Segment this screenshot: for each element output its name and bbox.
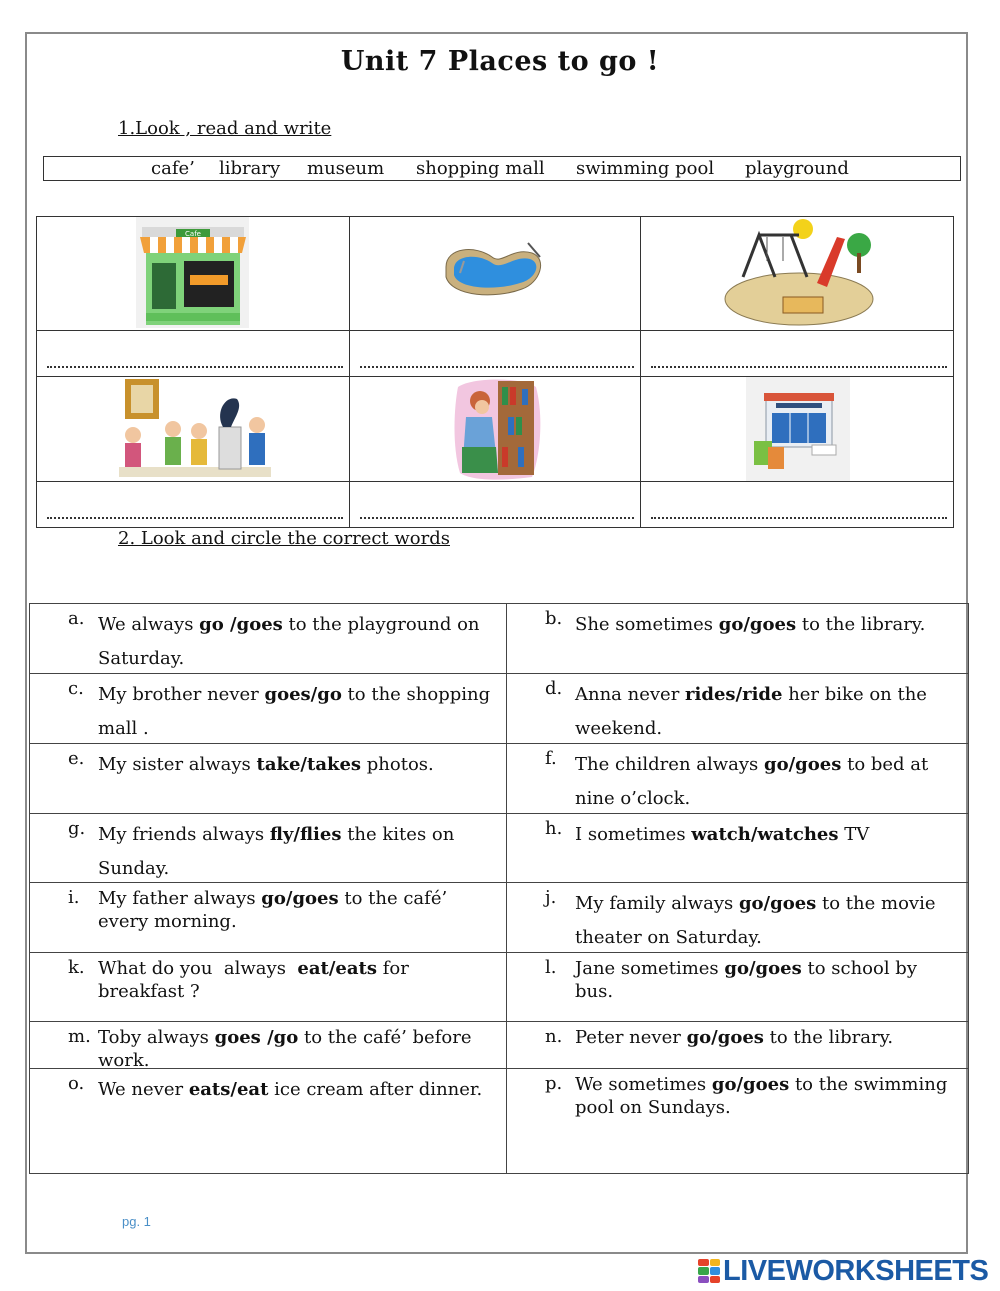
exercise-item bbox=[507, 953, 968, 1022]
answer-cell[interactable] bbox=[640, 481, 954, 528]
exercise-label: o. bbox=[68, 1073, 85, 1094]
exercise-label: b. bbox=[545, 608, 563, 629]
exercise-label: h. bbox=[545, 818, 563, 839]
sentence-start: Toby always bbox=[98, 1027, 215, 1048]
word-choice[interactable]: go/goes bbox=[718, 614, 797, 635]
word-choice[interactable]: fly/flies bbox=[269, 824, 342, 845]
word-choice[interactable]: goes/go bbox=[264, 684, 342, 705]
sentence-end: the kites on Sunday. bbox=[98, 824, 455, 879]
exercise-label: n. bbox=[545, 1026, 563, 1047]
sentence-start: My sister always bbox=[98, 754, 257, 775]
page-number: pg. 1 bbox=[122, 1214, 151, 1229]
exercise-label: j. bbox=[545, 887, 557, 908]
museum-icon bbox=[119, 377, 271, 479]
word-bank-item: playground bbox=[745, 158, 849, 179]
sentence-start: My father always bbox=[98, 888, 262, 909]
exercise-sentence bbox=[575, 1073, 960, 1119]
exercise-label: g. bbox=[68, 818, 86, 839]
sentence-end: to the shopping mall . bbox=[98, 684, 491, 739]
word-bank-item: library bbox=[219, 158, 281, 179]
answer-cell[interactable] bbox=[640, 330, 954, 377]
word-choice[interactable]: watch/watches bbox=[691, 824, 839, 845]
exercise-sentence bbox=[575, 887, 960, 955]
exercise-sentence bbox=[98, 1073, 498, 1107]
exercise-label: a. bbox=[68, 608, 85, 629]
exercise-label: l. bbox=[545, 957, 557, 978]
picture-cell bbox=[36, 376, 350, 482]
exercise-item bbox=[30, 1069, 507, 1173]
brand-name: LIVEWORKSHEETS bbox=[723, 1254, 989, 1287]
exercise-item bbox=[30, 814, 507, 883]
exercise-item bbox=[30, 1022, 507, 1069]
word-bank-item: cafe’ bbox=[151, 158, 195, 179]
word-bank bbox=[43, 156, 961, 181]
sentence-end: to the playground on Saturday. bbox=[98, 614, 480, 669]
sentence-end: photos. bbox=[361, 754, 434, 775]
sentence-start: Jane sometimes bbox=[575, 958, 725, 979]
exercise-item bbox=[30, 604, 507, 674]
sentence-end: ice cream after dinner. bbox=[268, 1079, 483, 1100]
library-icon bbox=[452, 377, 542, 481]
page-title: Unit 7 Places to go ! bbox=[340, 46, 660, 77]
word-choice[interactable]: go/goes bbox=[764, 754, 842, 775]
exercise-item bbox=[507, 674, 968, 744]
exercise-label: e. bbox=[68, 748, 85, 769]
picture-grid bbox=[36, 216, 954, 528]
exercise-sentence bbox=[98, 1026, 498, 1072]
sentence-end: to the library. bbox=[796, 614, 926, 635]
exercise-item bbox=[507, 814, 968, 883]
exercise-item bbox=[30, 744, 507, 814]
exercise-sentence bbox=[98, 887, 498, 933]
sentence-end: to the café’ before work. bbox=[98, 1027, 472, 1071]
word-bank-item: museum bbox=[307, 158, 385, 179]
word-choice[interactable]: go/goes bbox=[686, 1027, 764, 1048]
exercise-item bbox=[30, 953, 507, 1022]
liveworksheets-logo-icon bbox=[698, 1259, 720, 1283]
sentence-start: She sometimes bbox=[575, 614, 719, 635]
exercise-sentence bbox=[575, 608, 960, 642]
sentence-start: What do you always bbox=[98, 958, 298, 979]
picture-cell bbox=[349, 216, 641, 331]
answer-cell[interactable] bbox=[349, 481, 641, 528]
exercise-sentence bbox=[575, 957, 960, 1003]
sentence-start: The children always bbox=[575, 754, 765, 775]
sentence-start: My friends always bbox=[98, 824, 270, 845]
exercise-sentence bbox=[575, 1026, 960, 1049]
picture-cell bbox=[640, 216, 954, 331]
word-choice[interactable]: eat/eats bbox=[297, 958, 377, 979]
exercise-item bbox=[507, 604, 968, 674]
sentence-start: I sometimes bbox=[575, 824, 692, 845]
picture-cell bbox=[36, 216, 350, 331]
answer-cell[interactable] bbox=[349, 330, 641, 377]
sentence-end: her bike on the weekend. bbox=[575, 684, 927, 739]
answer-cell[interactable] bbox=[36, 330, 350, 377]
exercise-item bbox=[507, 1069, 968, 1173]
sentence-end: to the café’ every morning. bbox=[98, 888, 448, 932]
exercise-sentence bbox=[98, 678, 498, 746]
sentence-start: We never bbox=[98, 1079, 189, 1100]
word-choice[interactable]: eats/eat bbox=[188, 1079, 269, 1100]
sentence-start: My brother never bbox=[98, 684, 265, 705]
word-choice[interactable]: go /goes bbox=[199, 614, 283, 635]
cafe-icon bbox=[136, 217, 249, 328]
exercise-sentence bbox=[98, 818, 498, 886]
exercise-item bbox=[30, 674, 507, 744]
word-choice[interactable]: goes /go bbox=[214, 1027, 299, 1048]
section1-heading: 1.Look , read and write bbox=[118, 118, 332, 139]
exercise-item bbox=[507, 744, 968, 814]
word-bank-item: swimming pool bbox=[576, 158, 715, 179]
answer-cell[interactable] bbox=[36, 481, 350, 528]
liveworksheets-logo bbox=[698, 1256, 988, 1286]
exercise-sentence bbox=[575, 818, 960, 852]
word-choice[interactable]: go/goes bbox=[738, 893, 817, 914]
sentence-end: for breakfast ? bbox=[98, 958, 409, 1002]
picture-cell bbox=[349, 376, 641, 482]
sentence-start: Peter never bbox=[575, 1027, 687, 1048]
exercise-label: k. bbox=[68, 957, 85, 978]
word-choice[interactable]: rides/ride bbox=[685, 684, 783, 705]
exercise-label: f. bbox=[545, 748, 557, 769]
playground-icon bbox=[721, 217, 876, 327]
exercise-label: d. bbox=[545, 678, 563, 699]
sentence-start: Anna never bbox=[575, 684, 686, 705]
exercise-sentence bbox=[575, 748, 960, 816]
sentence-start: We always bbox=[98, 614, 200, 635]
swimming-pool-icon bbox=[436, 217, 549, 307]
sentence-end: to the library. bbox=[763, 1027, 894, 1048]
svg-text:Cafe: Cafe bbox=[185, 230, 201, 238]
section2-heading: 2. Look and circle the correct words bbox=[118, 528, 450, 549]
word-choice[interactable]: go/goes bbox=[724, 958, 802, 979]
word-choice[interactable]: take/takes bbox=[256, 754, 362, 775]
shopping-mall-icon bbox=[746, 377, 850, 481]
exercise-item bbox=[507, 883, 968, 953]
sentence-end: to the swimming pool on Sundays. bbox=[575, 1074, 948, 1118]
exercise-label: i. bbox=[68, 887, 80, 908]
sentence-end: to bed at nine o’clock. bbox=[575, 754, 929, 809]
word-choice[interactable]: go/goes bbox=[261, 888, 339, 909]
sentence-end: to school by bus. bbox=[575, 958, 918, 1002]
sentence-start: My family always bbox=[575, 893, 739, 914]
exercise-label: m. bbox=[68, 1026, 91, 1047]
exercise-table bbox=[29, 603, 969, 1174]
exercise-sentence bbox=[98, 748, 498, 782]
exercise-label: p. bbox=[545, 1073, 563, 1094]
word-bank-item: shopping mall bbox=[416, 158, 545, 179]
sentence-end: to the movie theater on Saturday. bbox=[575, 893, 936, 948]
exercise-sentence bbox=[98, 957, 498, 1003]
exercise-label: c. bbox=[68, 678, 84, 699]
exercise-item bbox=[507, 1022, 968, 1069]
sentence-end: TV bbox=[838, 824, 870, 845]
exercise-sentence bbox=[575, 678, 960, 746]
exercise-sentence bbox=[98, 608, 498, 676]
sentence-start: We sometimes bbox=[575, 1074, 712, 1095]
exercise-item bbox=[30, 883, 507, 953]
picture-cell bbox=[640, 376, 954, 482]
word-choice[interactable]: go/goes bbox=[711, 1074, 790, 1095]
